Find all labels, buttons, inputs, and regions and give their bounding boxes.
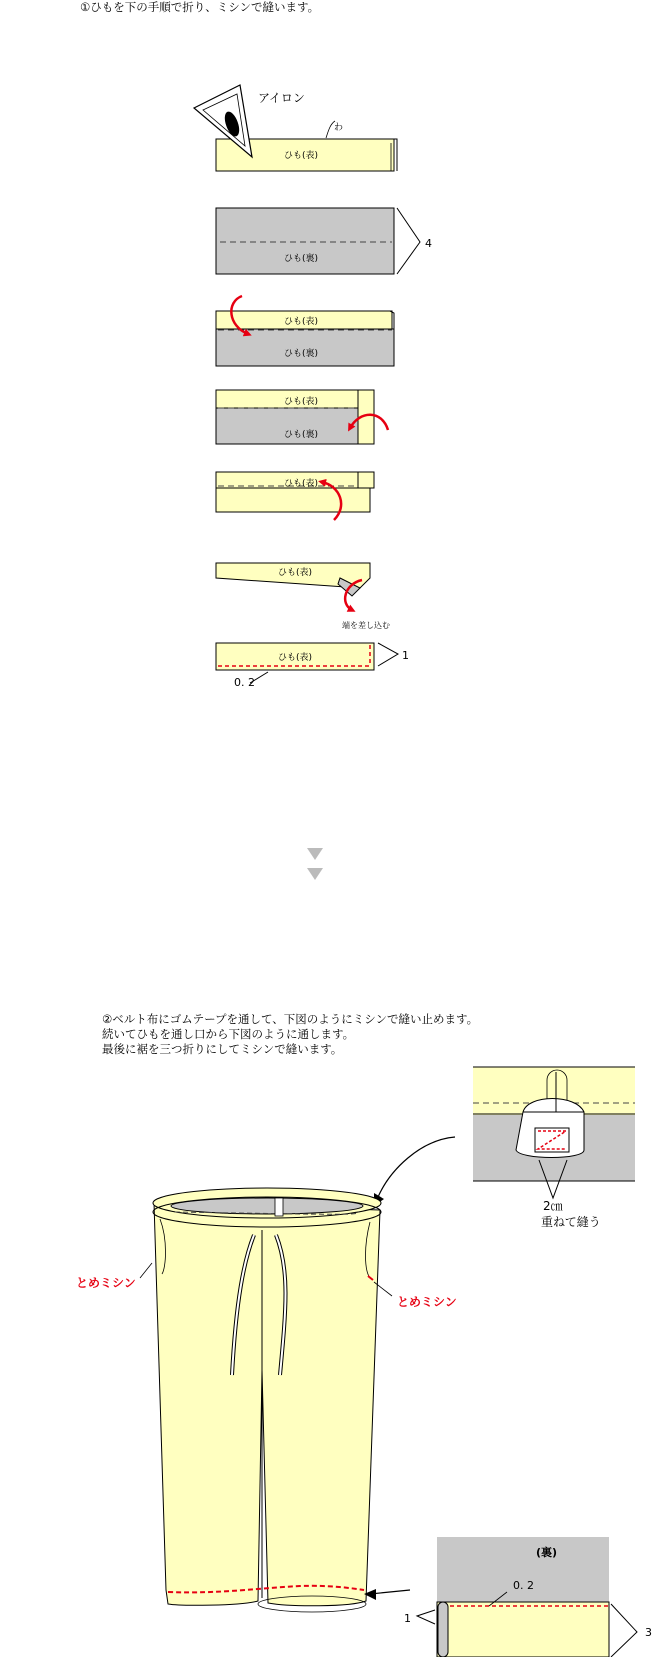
strap-label: ひも(表) (284, 151, 319, 161)
strap-label: ひも(裏) (284, 349, 319, 359)
step2-title-line-1: ②ベルト布にゴムテープを通して、下図のようにミシンで縫い止めます。 (102, 1012, 479, 1026)
overlap-dimension: 2㎝ (543, 1199, 563, 1213)
step2-title-line-2: 続いてひもを通し口から下図のように通します。 (102, 1027, 355, 1041)
stop-stitch-label-left: とめミシン (76, 1276, 136, 1290)
step1-title: ①ひもを下の手順で折り、ミシンで縫います。 (80, 0, 320, 14)
waistband-overlap-inset (473, 1067, 635, 1198)
strap-label: ひも(表) (278, 653, 313, 663)
dimension-bracket (378, 643, 398, 666)
step2-title-line-3: 最後に裾を三つ折りにしてミシンで縫います。 (102, 1042, 343, 1056)
down-arrow-icon (307, 848, 323, 860)
stop-stitch-label-right: とめミシン (397, 1295, 457, 1309)
fold-mark: わ (334, 123, 344, 133)
width-dim: 4 (425, 237, 432, 250)
iron-label: アイロン (258, 91, 305, 105)
next-step-arrows (305, 848, 335, 888)
strap-label: ひも(表) (284, 479, 319, 489)
strap-label: ひも(裏) (284, 254, 319, 264)
final-width-dim: 1 (402, 649, 409, 662)
hem-width-dim: 3 (645, 1626, 652, 1639)
strap-label: ひも(表) (278, 568, 313, 578)
down-arrow-icon (307, 868, 323, 880)
hem-detail (417, 1537, 637, 1657)
strap-label: ひも(表) (284, 317, 319, 327)
overlap-note: 重ねて縫う (541, 1215, 601, 1229)
step2-diagram (0, 1057, 658, 1657)
step1-diagram (0, 0, 658, 700)
dimension-bracket (417, 1610, 435, 1624)
strap-label: ひも(表) (284, 397, 319, 407)
dimension-bracket (611, 1604, 637, 1657)
strap-label: ひも(裏) (284, 430, 319, 440)
dimension-bracket (397, 208, 420, 274)
stitch-offset-dim: 0. 2 (234, 676, 255, 689)
hem-back-label: (裏) (536, 1546, 558, 1559)
fold-step-2 (216, 208, 420, 274)
tuck-label: 端を差し込む (342, 621, 390, 630)
pants-illustration (140, 1188, 392, 1612)
hem-fold-dim: 1 (404, 1612, 411, 1625)
hem-offset-dim: 0. 2 (513, 1579, 534, 1592)
